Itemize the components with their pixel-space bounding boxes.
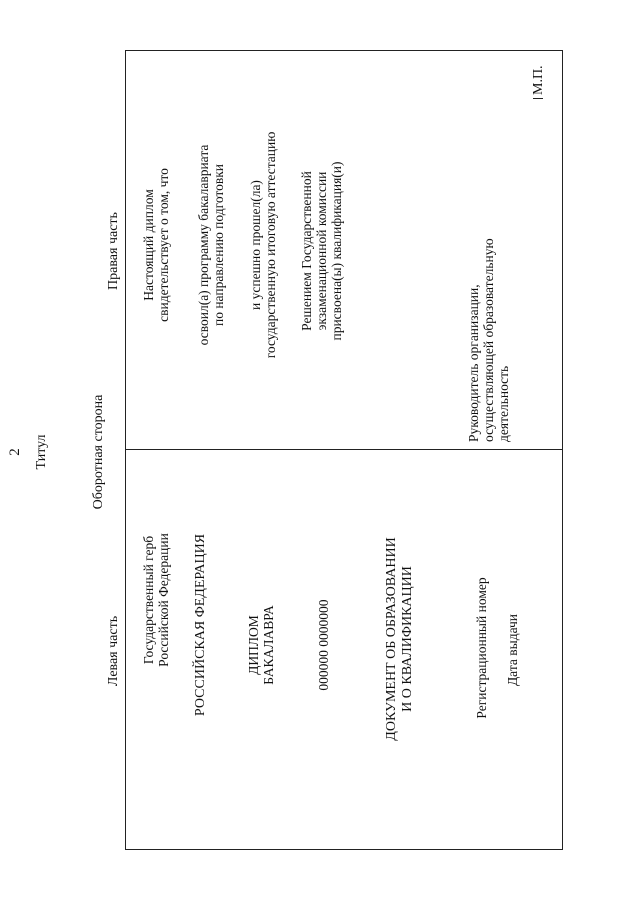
stamp-marker-line [533,98,543,99]
issue-date-label: Дата выдачи [505,613,520,687]
registration-number-label: Регистрационный номер [474,577,489,719]
doc-type-line: ДОКУМЕНТ ОБ ОБРАЗОВАНИИ [384,537,399,741]
diploma-line: БАКАЛАВРА [261,605,277,685]
certify-line: свидетельствует о том, что [156,168,172,322]
decision-line: Решением Государственной [299,171,314,331]
diploma-title [246,605,276,685]
doc-type-line: И О КВАЛИФИКАЦИИ [399,566,415,712]
diploma-number: 000000 0000000 [316,599,331,691]
center-divider [125,449,563,450]
decision-line: экзаменационной комиссии [314,171,330,331]
program-text [196,145,226,346]
emblem-line: Государственный герб [141,535,156,665]
page-title: Титул [34,434,49,470]
head-org-line: Руководитель организации, [466,284,481,442]
certify-text [141,168,171,322]
program-line: по направлению подготовки [211,163,227,327]
page-number: 2 [7,448,23,456]
certify-line: Настоящий диплом [141,189,156,301]
emblem-text [141,533,171,667]
stamp-place: М.П. [531,65,546,95]
document-type [384,537,415,740]
right-part-heading: Правая часть [106,212,121,290]
head-org-line: осуществляющей образовательную [481,238,497,442]
attestation-text [248,132,278,359]
head-org-line: деятельность [496,365,512,442]
attestation-line: и успешно прошел(ла) [248,180,263,310]
page-subtitle: Оборотная сторона [91,394,106,510]
program-line: освоил(а) программу бакалавриата [196,144,211,346]
diploma-line: ДИПЛОМ [246,615,261,675]
left-part-heading: Левая часть [106,615,121,687]
decision-text [299,161,344,340]
attestation-line: государственную итоговую аттестацию [263,131,279,359]
decision-line: присвоена(ы) квалификация(и) [329,161,345,341]
country-name: РОССИЙСКАЯ ФЕДЕРАЦИЯ [193,533,208,717]
emblem-line: Российской Федерации [156,533,172,667]
head-of-organization [466,238,511,442]
